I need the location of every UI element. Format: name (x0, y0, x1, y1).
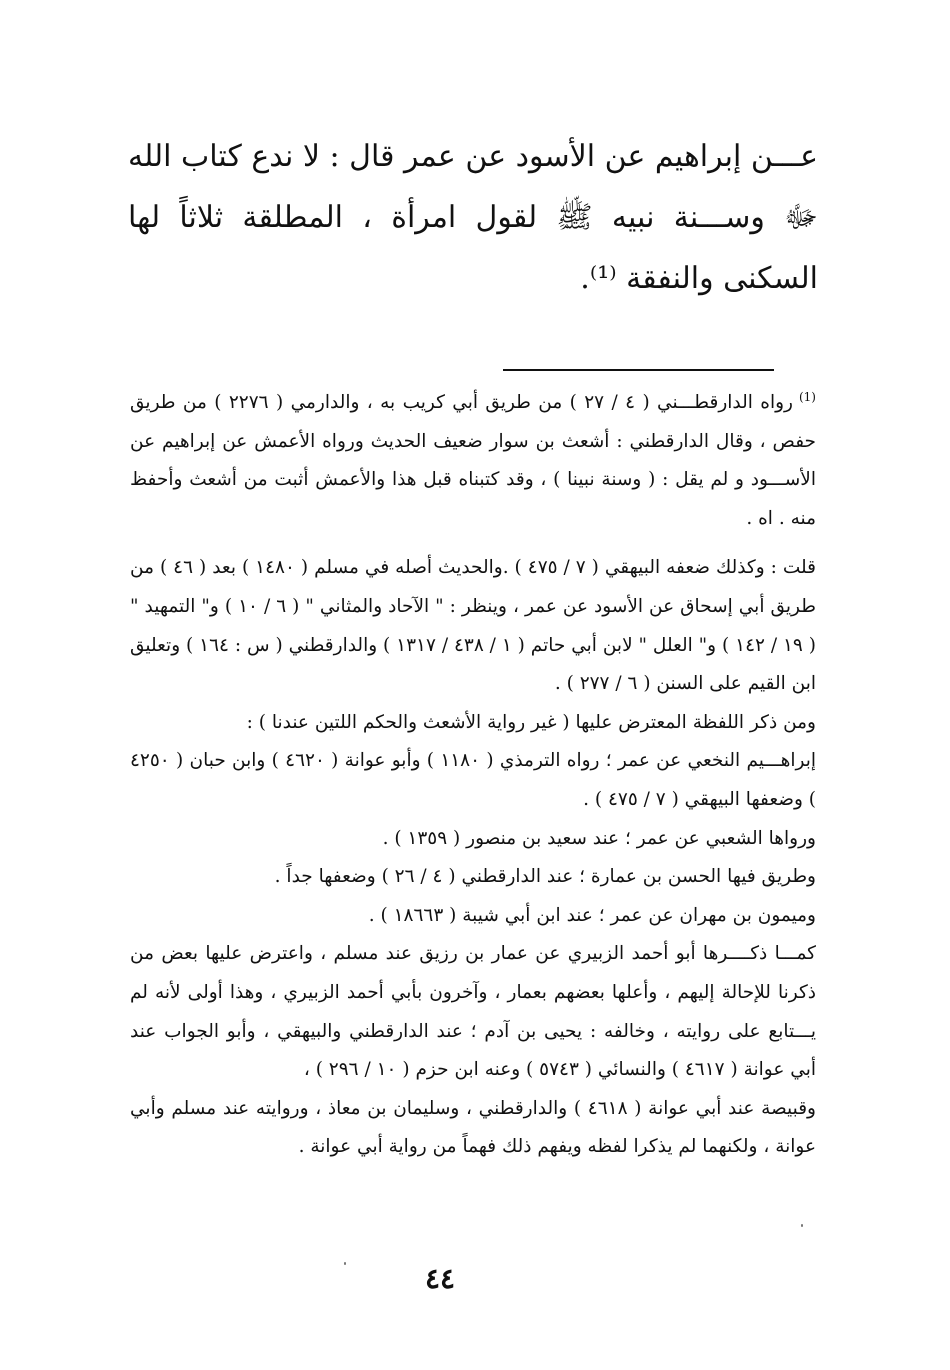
footnote-paragraph-3: ومن ذكر اللفظة المعترض عليها ( غير رواية الأشعث والحكم اللتين عندنا ) : (246, 711, 816, 733)
footnote-paragraph-8: كمـــا ذكــــرها أبو أحمد الزبيري عن عمار بن رزيق عند مسلم ، واعترض عليها بعض من ذكرنا للإحالة إليهم ، وأعلها بعضهم بعمار ، وآخرون بأبي أحمد الزبيري ، وهذا أولى لأنه لم يـــتابع على روايته ، وخالفه : يحيى بن آدم ؛ عند الدارقطني والبيهقي ، وأبو الجواب عند أبي عوانة ( ٤٦١٧ ) والنسائي ( ٥٧٤٣ ) وعنه ابن حزم ( ١٠ / ٢٩٦ ) ، (130, 943, 816, 1081)
main-paragraph: عـــن إبراهيم عن الأسود عن عمر قال : لا ندع كتاب الله ﷻ وســـنة نبيه ﷺ لقول امرأة ، المطلقة ثلاثاً لها السكنى والنفقة ⁽¹⁾. (128, 139, 818, 296)
page-number: ٤٤ (424, 1262, 456, 1295)
footnote-paragraph-9: وقبيصة عند أبي عوانة ( ٤٦١٨ ) والدارقطني ، وسليمان بن معاذ ، وروايته عند مسلم وأبي عوانة ، ولكنهما لم يذكرا لفظه ويفهم ذلك فهماً من رواية أبي عوانة . (130, 1097, 816, 1158)
footnote-separator (503, 369, 774, 371)
footnote-paragraph-4: إبراهـــيم النخعي عن عمر ؛ رواه الترمذي ( ١١٨٠ ) وأبو عوانة ( ٤٦٢٠ ) وابن حبان ( ٤٢٥٠ ) وضعفها البيهقي ( ٧ / ٤٧٥ ) . (130, 750, 817, 810)
scan-speck (344, 1262, 346, 1265)
footnote-paragraph-2: قلت : وكذلك ضعفه البيهقي ( ٧ / ٤٧٥ ) .والحديث أصله في مسلم ( ١٤٨٠ ) بعد ( ٤٦ ) من طريق أبي إسحاق عن الأسود عن عمر ، وينظر : " الآحاد والمثاني " ( ٦ / ١٠ ) و" التمهيد " ( ١٩ / ١٤٢ ) و" العلل " لابن أبي حاتم ( ١ / ٤٣٨ / ١٣١٧ ) والدارقطني ( س : ١٦٤ ) وتعليق ابن القيم على السنن ( ٦ / ٢٧٧ ) . (130, 557, 816, 695)
footnotes-section (130, 384, 816, 1167)
footnote-paragraph-7: وميمون بن مهران عن عمر ؛ عند ابن أبي شيبة ( ١٨٦٦٣ ) . (368, 904, 816, 926)
footnote-marker: (1) (798, 389, 816, 404)
footnote-text-1: رواه الدارقطـــني ( ٤ / ٢٧ ) من طريق أبي كريب به ، والدارمي ( ٢٢٧٦ ) من طريق حفص ، وقال الدارقطني : أشعث بن سوار ضعيف الحديث ورواه الأعمش عن إبراهيم عن الأســـود و لم يقل : ( وسنة نبينا ) ، وقد كتبناه قبل هذا والأعمش أثبت من أشعث وأحفظ منه . اه . (130, 392, 816, 529)
scan-speck (801, 1224, 803, 1227)
footnote-paragraph-6: وطريق فيها الحسن بن عمارة ؛ عند الدارقطني ( ٤ / ٢٦ ) وضعفها جداً . (274, 866, 816, 888)
footnote-paragraph-1 (130, 384, 816, 538)
footnote-paragraph-5: ورواها الشعبي عن عمر ؛ عند سعيد بن منصور ( ١٣٥٩ ) . (382, 827, 816, 849)
